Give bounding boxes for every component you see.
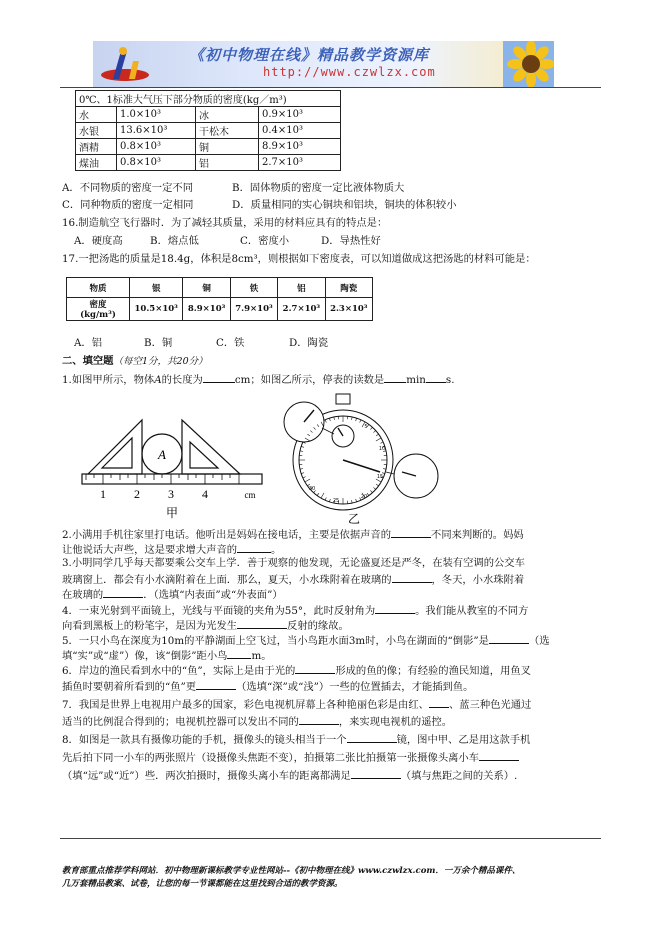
q3-text: 玻璃窗上．都会有小水滴附着在上面．那么，夏天，小水珠附着在玻璃的 <box>62 574 392 586</box>
q8-text: 8．如图是一款具有摄像功能的手机，摄像头的镜头相当于一个 <box>62 734 347 746</box>
q16-option-a: A．硬度高 <box>74 235 123 247</box>
q15-option-c: C．同种物质的密度一定相同 <box>62 199 194 211</box>
q3-line-2 <box>62 572 524 587</box>
table-cell: 煤油 <box>76 155 117 171</box>
table-cell: 2.3×10³ <box>325 298 372 321</box>
q4-text: 。我们能从教室的不同方 <box>415 605 529 617</box>
ruler-unit-label: cm <box>244 490 256 500</box>
dial-tick <box>317 493 319 495</box>
q5-line-2 <box>62 648 272 663</box>
q15-option-a: A．不同物质的密度一定不同 <box>62 182 193 194</box>
q5-text: m。 <box>251 650 272 662</box>
dial-tick <box>370 490 372 492</box>
q1-text: min <box>406 374 426 386</box>
dial-tick <box>325 497 326 500</box>
table-cell: 密度 (kg/m³) <box>67 298 130 321</box>
ruler-tick-label: 2 <box>134 487 140 501</box>
header-banner <box>93 41 554 87</box>
dial-tick <box>321 493 324 498</box>
second-hand <box>343 460 380 472</box>
figure-label-right: 乙 <box>347 512 361 526</box>
section-heading <box>62 355 208 368</box>
dial-number: 15 <box>376 474 384 480</box>
q3-blank-1[interactable] <box>392 572 432 583</box>
table-row <box>76 139 341 155</box>
dial-tick <box>373 431 375 433</box>
banner-title: 《初中物理在线》精品教学资源库 <box>189 46 430 64</box>
table-cell: 水 <box>76 107 117 123</box>
q4-line-2 <box>62 618 349 633</box>
q1-minutes-blank[interactable] <box>384 372 406 383</box>
table-cell: 酒精 <box>76 139 117 155</box>
dial-tick <box>301 446 304 447</box>
dial-number: 5 <box>364 424 368 430</box>
q2-line-2 <box>62 542 281 557</box>
q3-line-3 <box>62 587 283 602</box>
q6-blank-2[interactable] <box>196 679 236 690</box>
q5-blank-2[interactable] <box>227 648 251 659</box>
q8-text: （填“远”或“近”）些．两次拍摄时，摄像头离小车的距离都满足 <box>62 770 351 782</box>
table-cell: 0.4×10³ <box>259 123 341 139</box>
metal-density-table <box>66 277 373 321</box>
density-table <box>75 90 341 171</box>
dial-tick <box>367 493 369 495</box>
dial-tick <box>329 418 330 421</box>
q17-stem: 17.一把汤匙的质量是18.4g，体积是8cm³，则根据如下密度表，可以知道做成这把汤匙的材料可能是： <box>62 253 536 265</box>
q8-text: 先后拍下同一小车的两张照片（设摄像头焦距不变），拍摄第二张比拍摄第一张摄像头离小车 <box>62 752 480 764</box>
object-a-label: A <box>158 447 166 462</box>
q6-text: 6．岸边的渔民看到水中的“鱼”，实际上是由于光的 <box>62 665 296 677</box>
q8-blank-1[interactable] <box>347 732 397 743</box>
q4-line-1 <box>62 603 528 618</box>
dial-tick <box>376 434 378 436</box>
q7-line-2 <box>62 714 452 729</box>
dial-tick <box>352 417 353 420</box>
table-header-cell: 铁 <box>230 278 277 298</box>
table-header-cell: 银 <box>130 278 183 298</box>
q1 <box>62 372 454 387</box>
q4-text: 向看到黑板上的粉笔字，是因为光发生 <box>62 620 238 632</box>
left-triangle <box>88 420 142 474</box>
q3-text: 在玻璃的 <box>62 589 104 601</box>
table-cell: 冰 <box>196 107 259 123</box>
q16-option-b: B．熔点低 <box>150 235 199 247</box>
q1-text: 1.如图甲所示，物体 <box>62 374 155 386</box>
banner-url: http://www.czwlzx.com <box>263 65 436 79</box>
ruler-tick-label: 1 <box>100 487 106 501</box>
table-cell: 7.9×10³ <box>230 298 277 321</box>
q1-object-label: A <box>154 374 162 386</box>
q17-option-a: A．铝 <box>74 337 103 349</box>
q3-line-1: 3.小明同学几乎每天都要乘公交车上学．善于观察的他发现，无论盛夏还是严冬，在装有空调的公交车 <box>62 557 525 569</box>
q4-text: 反射的缘故。 <box>287 620 349 632</box>
q2-text: 2.小满用手机往家里打电话。他听出是妈妈在接电话，主要是依据声音的 <box>62 529 392 541</box>
q8-blank-3[interactable] <box>351 768 401 779</box>
table-cell: 13.6×10³ <box>117 123 196 139</box>
q17-option-c: C．铁 <box>216 337 245 349</box>
q1-text: 的长度为 <box>161 374 203 386</box>
minute-hand <box>338 428 343 436</box>
table-header-cell: 陶瓷 <box>325 278 372 298</box>
q6-line-2 <box>62 679 473 694</box>
ruler-tick-label: 4 <box>202 487 208 501</box>
q16-stem: 16.制造航空飞行器时．为了减轻其质量，采用的材料应具有的特点是： <box>62 217 388 229</box>
ruler-body <box>82 474 262 484</box>
q8-line-3 <box>62 768 517 783</box>
ruler-tick-label: 3 <box>168 487 174 501</box>
right-triangle-inner <box>190 442 218 468</box>
table-header-cell: 物质 <box>67 278 130 298</box>
sunflower-icon <box>503 41 554 87</box>
dial-tick <box>356 499 357 502</box>
q1-text: s. <box>445 374 455 386</box>
section-note: （每空1分，共20分） <box>113 356 208 367</box>
q8-blank-2[interactable] <box>479 750 519 761</box>
density-table-caption: 0℃、1标准大气压下部分物质的密度(kg／m³) <box>76 91 341 107</box>
table-cell: 1.0×10³ <box>117 107 196 123</box>
q7-line-1 <box>62 697 531 712</box>
q6-line-1 <box>62 663 531 678</box>
table-row <box>76 107 341 123</box>
table-row <box>67 298 373 321</box>
stopwatch-figure <box>274 392 440 526</box>
q6-text: 插鱼时要朝着所看到的“鱼”更 <box>62 681 197 693</box>
table-row <box>67 278 373 298</box>
dial-tick <box>370 427 372 429</box>
dial-number: 10 <box>378 446 386 452</box>
dial-tick <box>303 477 306 478</box>
q1-seconds-blank[interactable] <box>426 372 446 383</box>
section-title: 二、填空题 <box>62 355 114 367</box>
dial-number: 25 <box>332 498 340 504</box>
dial-tick <box>329 499 330 502</box>
q15-option-d: D．质量相同的实心铜块和铝块，铜块的体积较小 <box>232 199 457 211</box>
dial-tick <box>373 487 375 489</box>
q1-length-blank[interactable] <box>203 372 235 383</box>
q7-blank-1[interactable] <box>429 697 449 708</box>
q6-text: （选填“深”或“浅”）一些的位置插去，才能插到鱼。 <box>236 681 474 693</box>
table-cell: 8.9×10³ <box>259 139 341 155</box>
q2-text: 让他说话大声些，这是要求增大声音的 <box>62 544 238 556</box>
dial-tick <box>325 420 326 423</box>
zoom-pointer-line <box>322 428 334 434</box>
q15-option-b: B．固体物质的密度一定比液体物质大 <box>232 182 405 194</box>
q6-blank-1[interactable] <box>295 663 335 674</box>
q4-blank-2[interactable] <box>237 618 287 629</box>
figure-label-left: 甲 <box>165 506 179 520</box>
q5-text: 5．一只小鸟在深度为10m的平静湖面上空飞过，当小鸟距水面3m时，小鸟在湖面的“倒影”是 <box>62 635 489 647</box>
q3-text: ，冬天，小水珠附着 <box>431 574 525 586</box>
q5-text: （选 <box>528 635 550 647</box>
q7-blank-2[interactable] <box>299 714 339 725</box>
q2-line-1 <box>62 527 524 542</box>
dial-tick <box>301 473 304 474</box>
table-row <box>76 155 341 171</box>
dial-tick <box>376 484 378 486</box>
footer-rule <box>60 838 601 839</box>
footer-line-1: 教育部重点推荐学科网站．初中物理新课标教学专业性网站--《初中物理在线》www.czwlzx.com．一万余个精品课件、 <box>62 866 521 876</box>
table-cell: 水银 <box>76 123 117 139</box>
zoom-pointer-line <box>386 472 394 474</box>
dial-tick <box>334 417 335 420</box>
dial-tick <box>380 442 383 443</box>
q4-text: 4．一束光射到平面镜上，光线与平面镜的夹角为55°，此时反射角为 <box>62 605 376 617</box>
dial-tick <box>383 469 386 470</box>
q2-text: 。 <box>271 544 282 556</box>
left-triangle-inner <box>102 438 132 468</box>
dial-tick <box>352 500 353 503</box>
q5-blank-1[interactable] <box>489 633 529 644</box>
dial-tick <box>305 479 310 482</box>
table-cell: 2.7×10³ <box>259 155 341 171</box>
stopwatch-crown <box>336 394 350 404</box>
dial-number: 20 <box>360 494 368 500</box>
table-cell: 10.5×10³ <box>130 298 183 321</box>
table-cell: 8.9×10³ <box>183 298 230 321</box>
q2-blank-1[interactable] <box>391 527 431 538</box>
header-rule <box>60 87 601 88</box>
table-cell: 铝 <box>196 155 259 171</box>
table-cell: 0.9×10³ <box>259 107 341 123</box>
q5-line-1 <box>62 633 550 648</box>
table-cell: 干松木 <box>196 123 259 139</box>
table-row <box>76 91 341 107</box>
table-header-cell: 铜 <box>183 278 230 298</box>
q6-text: 形成的鱼的像；有经验的渔民知道，用鱼叉 <box>335 665 531 677</box>
footer-line-2: 几万套精品教案、试卷，让您的每一节课都能在这里找到合适的教学资源。 <box>62 879 343 889</box>
q2-text: 不同来判断的。妈妈 <box>431 529 524 541</box>
right-triangle <box>182 420 240 474</box>
q7-text: 7．我国是世界上电视用户最多的国家，彩色电视机屏幕上各种艳丽色彩是由红、 <box>62 699 429 711</box>
q4-blank-1[interactable] <box>375 603 415 614</box>
table-cell: 铜 <box>196 139 259 155</box>
table-header-cell: 铝 <box>278 278 325 298</box>
q17-option-b: B．铜 <box>144 337 173 349</box>
q8-line-2 <box>62 750 519 765</box>
q3-text: ．（选填“内表面”或“外表面”） <box>143 589 283 601</box>
dial-number: 30 <box>308 486 316 492</box>
dial-tick <box>356 418 357 421</box>
q5-text: 填“实”或“虚”）像，该“倒影”距小鸟 <box>62 650 228 662</box>
dial-tick <box>300 469 303 470</box>
site-logo-icon <box>99 45 151 83</box>
dial-tick <box>360 420 361 423</box>
dial-tick <box>376 438 381 441</box>
q8-text: （填与焦距之间的关系）. <box>400 770 518 782</box>
q16-option-c: C．密度小 <box>240 235 290 247</box>
table-row <box>76 123 341 139</box>
q7-text: 、蓝三种色光通过 <box>448 699 532 711</box>
dial-tick <box>300 451 303 452</box>
table-cell: 2.7×10³ <box>278 298 325 321</box>
q8-line-1 <box>62 732 530 747</box>
q1-text: cm；如图乙所示，停表的读数是 <box>234 374 385 386</box>
q16-option-d: D．导热性好 <box>321 235 381 247</box>
table-cell: 0.8×10³ <box>117 155 196 171</box>
q7-text: 适当的比例混合得到的；电视机控器可以发出不同的 <box>62 716 299 728</box>
q3-blank-2[interactable] <box>103 587 143 598</box>
q7-text: ，来实现电视机的遥控。 <box>338 716 453 728</box>
q17-option-d: D．陶瓷 <box>289 337 329 349</box>
ruler-figure <box>80 408 270 520</box>
table-cell: 0.8×10³ <box>117 139 196 155</box>
q8-text: 镜，图中甲、乙是用这款手机 <box>396 734 531 746</box>
q2-blank-2[interactable] <box>237 542 271 553</box>
